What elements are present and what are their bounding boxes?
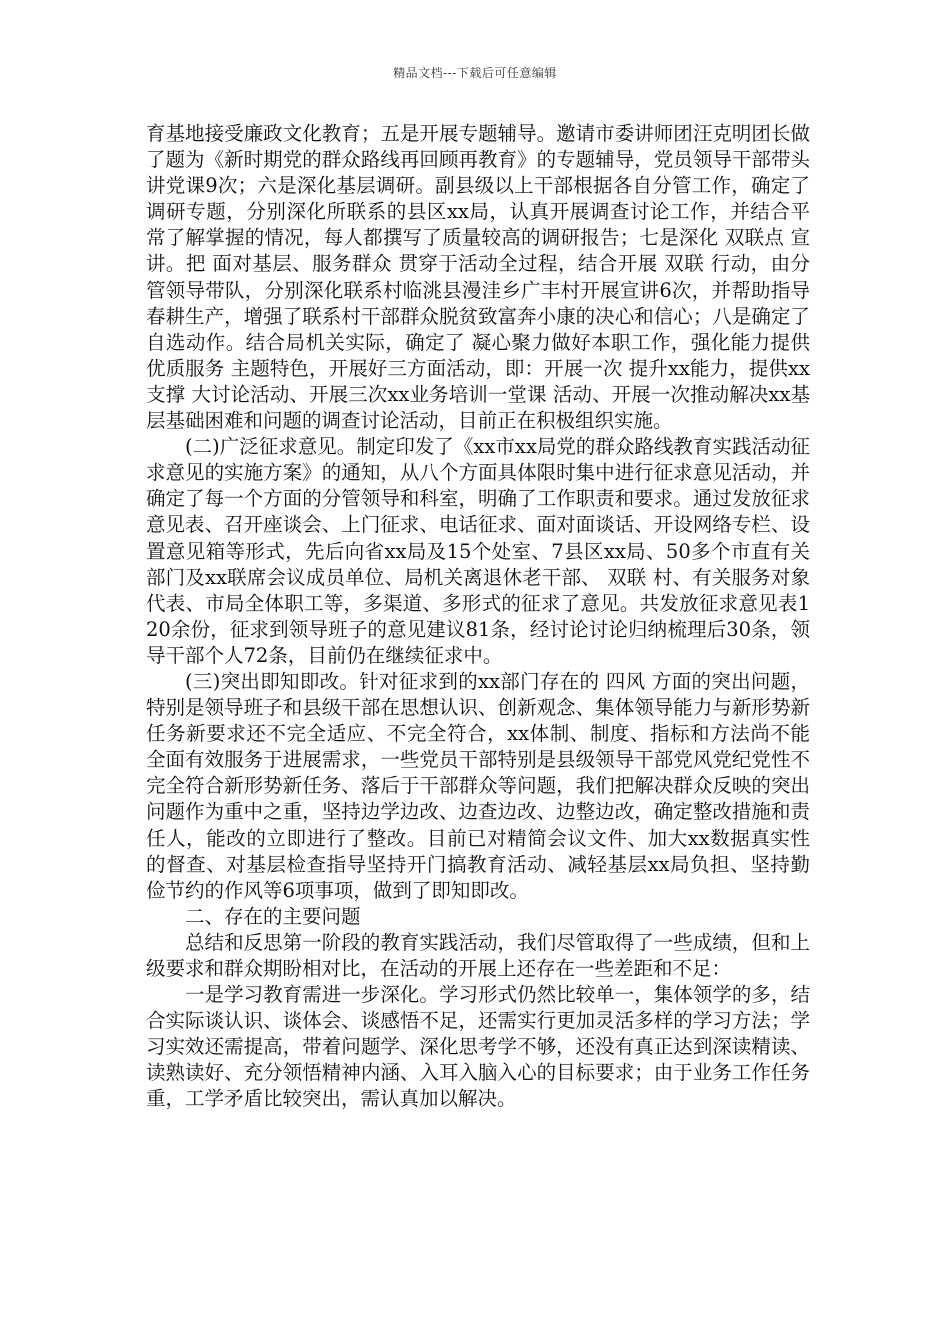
paragraph-solicit-opinions: (二)广泛征求意见。制定印发了《xx市xx局党的群众路线教育实践活动征求意见的实施方案》的通知，从八个方面具体限时集中进行征求意见活动，并确定了每一个方面的分管领导和科室，明确了工作职责和要求。通过发放征求意见表、召开座谈会、上门征求、电话征求、面对面谈话、开设网络专栏、设置意见箱等形式，先后向省xx局及15个处室、7县区xx局、50多个市直有关部门及xx联席会议成员单位、局机关离退休老干部、 双联 村、有关服务对象代表、市局全体职工等，多渠道、多形式的征求了意见。共发放征求意见表120余份，征求到领导班子的意见建议81条，经讨论讨论归纳梳理后30条，领导干部个人72条，目前仍在继续征求中。 <box>146 435 810 667</box>
paragraph-immediate-rectification: (三)突出即知即改。针对征求到的xx部门存在的 四风 方面的突出问题，特别是领导班子和县级干部在思想认识、创新观念、集体领导能力与新形势新任务新要求还不完全适应、不完全符合，xx体制、制度、指标和方法尚不能全面有效服务于进展需求，一些党员干部特别是县级领导干部党风党纪党性不完全符合新形势新任务、落后于干部群众等问题，我们把解决群众反映的突出问题作为重中之重，坚持边学边改、边查边改、边整边改，确定整改措施和责任人，能改的立即进行了整改。目前已对精简会议文件、加大xx数据真实性的督查、对基层检查指导坚持开门搞教育活动、减轻基层xx局负担、坚持勤俭节约的作风等6项事项，做到了即知即改。 <box>146 669 810 902</box>
paragraph-continuation: 育基地接受廉政文化教育；五是开展专题辅导。邀请市委讲师团汪克明团长做了题为《新时期党的群众路线再回顾再教育》的专题辅导，党员领导干部带头讲党课9次；六是深化基层调研。副县级以上干部根据各自分管工作，确定了调研专题，分别深化所联系的县区xx局，认真开展调查讨论工作，并结合平常了解掌握的情况，每人都撰写了质量较高的调研报告；七是深化 双联点 宣讲。把 面对基层、服务群众 贯穿于活动全过程，结合开展 双联 行动，由分管领导带队，分别深化联系村临洮县漫洼乡广丰村开展宣讲6次，并帮助指导春耕生产，增强了联系村干部群众脱贫致富奔小康的决心和信心；八是确定了自选动作。结合局机关实际，确定了 凝心聚力做好本职工作，强化能力提供优质服务 主题特色，开展好三方面活动，即：开展一次 提升xx能力，提供xx支撑 大讨论活动、开展三次xx业务培训一堂课 活动、开展一次推动解决xx基层基础困难和问题的调查讨论活动，目前正在积极组织实施。 <box>146 122 810 433</box>
section-heading-main-problems: 二、存在的主要问题 <box>185 904 361 928</box>
paragraph-study-education: 一是学习教育需进一步深化。学习形式仍然比较单一，集体领学的多，结合实际谈认识、谈体会、谈感悟不足，还需实行更加灵活多样的学习方法；学习实效还需提高，带着问题学、深化思考学不够，还没有真正达到深读精读、读熟读好、充分领悟精神内涵、入耳入脑入心的目标要求；由于业务工作任务重，工学矛盾比较突出，需认真加以解决。 <box>146 983 810 1111</box>
paragraph-summary-reflection: 总结和反思第一阶段的教育实践活动，我们尽管取得了一些成绩，但和上级要求和群众期盼相对比，在活动的开展上还存在一些差距和不足： <box>146 930 810 980</box>
document-body <box>146 121 810 1113</box>
page-header: 精品文档---下载后可任意编辑 <box>393 66 557 80</box>
